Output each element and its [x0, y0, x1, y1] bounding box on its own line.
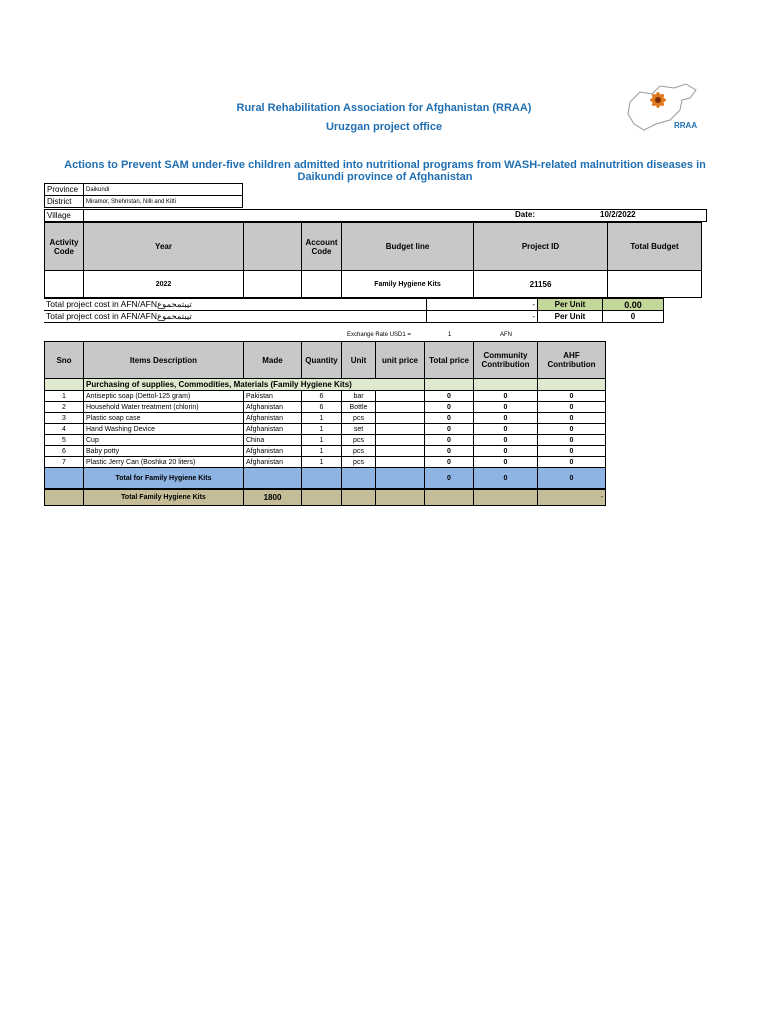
total-row-blank — [45, 468, 84, 490]
item-desc: Plastic soap case — [84, 413, 244, 424]
item-unit: pcs — [342, 446, 376, 457]
total-row-blank-4 — [342, 468, 376, 490]
item-qty: 6 — [302, 391, 342, 402]
item-made: Afghanistan — [244, 446, 302, 457]
village-label: Village — [45, 210, 84, 222]
item-sno: 2 — [45, 402, 84, 413]
item-community: 0 — [474, 457, 538, 468]
section-blank-3 — [474, 379, 538, 391]
section-blank-4 — [538, 379, 606, 391]
total-cost-value-2: - — [427, 311, 538, 323]
total-row-total: 0 — [425, 468, 474, 490]
item-made: Afghanistan — [244, 457, 302, 468]
item-community: 0 — [474, 424, 538, 435]
item-community: 0 — [474, 391, 538, 402]
total-row-blank-3 — [302, 468, 342, 490]
total-row-blank-2 — [244, 468, 302, 490]
item-ahf: 0 — [538, 413, 606, 424]
unit-price-header: unit price — [376, 342, 425, 379]
item-unit: set — [342, 424, 376, 435]
item-total: 0 — [425, 435, 474, 446]
budget-line-header: Budget line — [342, 223, 474, 271]
item-sno: 3 — [45, 413, 84, 424]
total-row-community: 0 — [474, 468, 538, 490]
item-total: 0 — [425, 402, 474, 413]
item-qty: 6 — [302, 402, 342, 413]
kits-row-label: Total Family Hygiene Kits — [84, 489, 244, 506]
item-unit-price — [376, 391, 425, 402]
location-table — [44, 183, 243, 208]
total-cost-label: Total project cost in AFN/AFNتیبتمحموع — [44, 299, 427, 311]
item-desc: Antiseptic soap (Dettol-125 gram) — [84, 391, 244, 402]
community-header: Community Contribution — [474, 342, 538, 379]
ahf-header: AHF Contribution — [538, 342, 606, 379]
total-cost-value: - — [427, 299, 538, 311]
item-row — [45, 457, 606, 468]
item-total: 0 — [425, 446, 474, 457]
kits-row-blank-5 — [425, 489, 474, 506]
kits-row-blank-4 — [376, 489, 425, 506]
blank-header — [244, 223, 302, 271]
exchange-rate: 1 — [448, 332, 452, 338]
desc-header: Items Description — [84, 342, 244, 379]
item-unit-price — [376, 413, 425, 424]
item-sno: 7 — [45, 457, 84, 468]
item-unit-price — [376, 402, 425, 413]
item-ahf: 0 — [538, 457, 606, 468]
project-id-value: 21156 — [474, 271, 608, 298]
kits-row-blank — [45, 489, 84, 506]
item-total: 0 — [425, 391, 474, 402]
item-row — [45, 424, 606, 435]
item-made: Afghanistan — [244, 413, 302, 424]
item-total: 0 — [425, 413, 474, 424]
year-header: Year — [84, 223, 244, 271]
item-unit: pcs — [342, 413, 376, 424]
item-unit: pcs — [342, 435, 376, 446]
item-ahf: 0 — [538, 424, 606, 435]
total-cost-label-2: Total project cost in AFN/AFNتیبتمحموع — [44, 311, 427, 323]
exchange-label: Exchange Rate USD1 = — [347, 332, 411, 338]
item-community: 0 — [474, 413, 538, 424]
item-unit-price — [376, 457, 425, 468]
province-label: Province — [45, 184, 84, 196]
item-total: 0 — [425, 457, 474, 468]
per-unit-label: Per Unit — [538, 299, 603, 311]
date-label: Date: — [515, 210, 536, 219]
org-name: Rural Rehabilitation Association for Afghanistan (RRAA) — [236, 102, 532, 114]
item-sno: 6 — [45, 446, 84, 457]
item-community: 0 — [474, 402, 538, 413]
per-unit-label-2: Per Unit — [538, 311, 603, 323]
account-code-value — [302, 271, 342, 298]
section-blank — [45, 379, 84, 391]
item-unit: Bottle — [342, 402, 376, 413]
item-unit: pcs — [342, 457, 376, 468]
item-row — [45, 446, 606, 457]
item-ahf: 0 — [538, 446, 606, 457]
kits-row-blank-6 — [474, 489, 538, 506]
kits-row-blank-2 — [302, 489, 342, 506]
item-made: Pakistan — [244, 391, 302, 402]
item-community: 0 — [474, 446, 538, 457]
total-price-header: Total price — [425, 342, 474, 379]
total-budget-value — [608, 271, 702, 298]
total-row-label: Total for Family Hygiene Kits — [84, 468, 244, 490]
province-value: Daikundi — [84, 184, 243, 196]
budget-line-value: Family Hygiene Kits — [342, 271, 474, 298]
kits-row-ahf: - — [538, 489, 606, 506]
kits-row-blank-3 — [342, 489, 376, 506]
item-made: China — [244, 435, 302, 446]
made-header: Made — [244, 342, 302, 379]
item-unit-price — [376, 435, 425, 446]
kits-row-count: 1800 — [244, 489, 302, 506]
item-desc: Hand Washing Device — [84, 424, 244, 435]
item-qty: 1 — [302, 424, 342, 435]
total-row-blank-5 — [376, 468, 425, 490]
item-qty: 1 — [302, 446, 342, 457]
sno-header: Sno — [45, 342, 84, 379]
qty-header: Quantity — [302, 342, 342, 379]
total-row-ahf: 0 — [538, 468, 606, 490]
item-sno: 4 — [45, 424, 84, 435]
exchange-currency: AFN — [500, 332, 512, 338]
activity-code-value — [45, 271, 84, 298]
activity-code-header: Activity Code — [45, 223, 84, 271]
logo-text: RRAA — [674, 121, 698, 130]
office-name: Uruzgan project office — [325, 121, 443, 133]
item-unit-price — [376, 424, 425, 435]
totals-table — [44, 298, 664, 323]
item-row — [45, 413, 606, 424]
rraa-logo — [622, 80, 702, 136]
total-budget-header: Total Budget — [608, 223, 702, 271]
item-desc: Household Water treatment (chlorin) — [84, 402, 244, 413]
item-unit: bar — [342, 391, 376, 402]
item-desc: Cup — [84, 435, 244, 446]
item-row — [45, 391, 606, 402]
district-label: District — [45, 196, 84, 208]
section-label: Purchasing of supplies, Commodities, Materials (Family Hygiene Kits) — [84, 379, 425, 391]
items-table — [44, 341, 606, 506]
unit-header: Unit — [342, 342, 376, 379]
document-title: Actions to Prevent SAM under-five children admitted into nutritional programs from WASH-related malnutrition diseases in Daikundi province of Afghanistan — [64, 159, 706, 183]
district-value: Miramor, Shehristan, Nilli and Kitti — [84, 196, 243, 208]
item-ahf: 0 — [538, 402, 606, 413]
item-community: 0 — [474, 435, 538, 446]
blank-value — [244, 271, 302, 298]
item-qty: 1 — [302, 457, 342, 468]
item-ahf: 0 — [538, 435, 606, 446]
item-sno: 5 — [45, 435, 84, 446]
item-made: Afghanistan — [244, 424, 302, 435]
item-total: 0 — [425, 424, 474, 435]
date-value: 10/2/2022 — [600, 210, 636, 219]
item-ahf: 0 — [538, 391, 606, 402]
item-qty: 1 — [302, 435, 342, 446]
project-id-header: Project ID — [474, 223, 608, 271]
account-code-header: Account Code — [302, 223, 342, 271]
item-qty: 1 — [302, 413, 342, 424]
year-value: 2022 — [84, 271, 244, 298]
item-sno: 1 — [45, 391, 84, 402]
item-desc: Plastic Jerry Can (Boshka 20 liters) — [84, 457, 244, 468]
item-row — [45, 435, 606, 446]
budget-table — [44, 222, 702, 298]
item-made: Afghanistan — [244, 402, 302, 413]
item-row — [45, 402, 606, 413]
afghanistan-map-icon — [622, 80, 702, 136]
item-unit-price — [376, 446, 425, 457]
per-unit-value: 0.00 — [603, 299, 664, 311]
per-unit-value-2: 0 — [603, 311, 664, 323]
section-blank-2 — [425, 379, 474, 391]
item-desc: Baby potty — [84, 446, 244, 457]
